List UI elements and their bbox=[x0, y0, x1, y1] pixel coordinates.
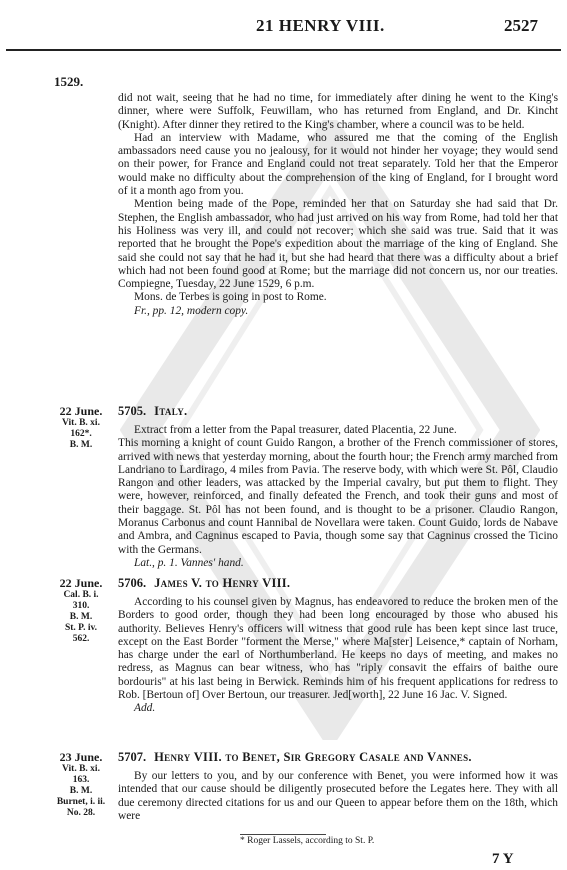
page-number: 2527 bbox=[504, 16, 538, 35]
margin-year: 1529. bbox=[54, 74, 84, 89]
entry-5707-heading bbox=[118, 750, 472, 765]
signature-mark: 7 Y bbox=[492, 851, 514, 867]
paragraph: This morning a knight of count Guido Rangon, a brother of the French commissioner of stores, arrived with news that yesterday morning, about the fourth hour; the French army marched from Landriano to Lardirago, 4 miles from Pavia. The reserve body, with which were St. Pôl, Claudio Rangon and other leaders, was attacked by the Imperial cavalry, but put them to flight. They were, however, reinforced, and finally defeated the French, and took their guns and most of their baggage. St. Pôl has not been found, and is thought to be a prisoner. Claudio Rangon, Moranus Carbonus and count Hannibal de Novellara were taken. Count Guido, lords de Nabave and Ambra, and Cagninus escaped to Pavia, though some say that Cagninus crossed the Ticino with the Germans. bbox=[118, 437, 558, 556]
entry-5706-margin bbox=[56, 578, 106, 645]
entry-5705-margin bbox=[56, 406, 106, 451]
paragraph: Mention being made of the Pope, reminded her that on Saturday she had said that Dr. Stephen, the English ambassador, who had just arrived on his way from Rome, had told her that his Holiness was very ill, and could not recover; which she said was true. Said that it was reported that he brought the Pope's expedition about the marriage of the king of England. She said she could not say that he had it, but she had heard that there was a difficulty about a brief which had not been found good at Rome; but the marriage did not concern us, nor our treaties. Compiegne, Tuesday, 22 June 1529, 6 p.m. bbox=[118, 198, 558, 291]
entry-date: 23 June. bbox=[59, 750, 103, 764]
footnote-rule bbox=[240, 834, 326, 835]
reference: St. P. iv. 562. bbox=[64, 623, 98, 644]
page-header bbox=[0, 10, 567, 40]
entry-number: 5707. bbox=[118, 750, 147, 764]
entry-5706-heading bbox=[118, 576, 290, 591]
running-title: 21 HENRY VIII. bbox=[256, 16, 385, 35]
entry-5707-margin bbox=[56, 752, 106, 819]
paragraph: Had an interview with Madame, who assured me that the coming of the English ambassadors need cause you no jealousy, for it would not hinder her voyage; they would send on their power, for France and England could not treat separately. Told her that the Emperor would make no difficulty about the comprehension of the king of England, for I brought word of it a month ago from you. bbox=[118, 131, 558, 198]
paragraph: Extract from a letter from the Papal treasurer, dated Placentia, 22 June. bbox=[134, 424, 457, 436]
reference: B. M. bbox=[69, 786, 93, 796]
reference: Burnet, i. ii. bbox=[56, 797, 106, 807]
paragraph: According to his counsel given by Magnus, has endeavored to reduce the broken men of the Borders to good order, though they had been long encouraged by those who abused his authority. Believes Henry's officers will witness that good rule has been kept since last truce, except on the East Border "forment the Merse," where Ma[ster] Leisence,* captain of Norham, has charge under the earl of Northumberland. He keeps no days of meeting, and makes no redress, as Magnus can bear witness, who has "riply consavit the effairs of baithe oure bordouris" at his last being in Berwick. Reminds him of his frequent applications for redress to Rob. [Bertoun of] Over Bertoun, our treasurer. Jed[worth], 22 June 16 Jac. V. Signed. bbox=[118, 596, 558, 702]
entry-title: Henry VIII. to Benet, Sir Gregory Casale and Vannes. bbox=[154, 750, 472, 764]
reference: Vit. B. xi. 162*. bbox=[62, 418, 100, 439]
entry-5707-body bbox=[118, 770, 558, 823]
header-rule bbox=[6, 49, 561, 51]
reference: No. 28. bbox=[66, 808, 96, 818]
entry-5706-body bbox=[118, 596, 558, 716]
paragraph: did not wait, seeing that he had no time, for immediately after dining he went to the King's dinner, where were Suffolk, Feuwillam, who has returned from England, and Dr. Kincht (Knight). After dinner they retired to the King's chamber, where a council was to be held. bbox=[118, 92, 558, 131]
reference: Cal. B. i. 310. bbox=[63, 590, 99, 611]
footnote: * Roger Lassels, according to St. P. bbox=[240, 836, 375, 846]
paragraph: By our letters to you, and by our conference with Benet, you were informed how it was intended that our cause should be diligently prosecuted before the Legates here. They with all due ceremony directed citations for us and our Queen to appear before them on the 18th, which were bbox=[118, 770, 558, 822]
entry-title: Italy. bbox=[154, 404, 188, 418]
entry-number: 5705. bbox=[118, 404, 147, 418]
entry-5705-heading bbox=[118, 404, 187, 419]
paragraph: Mons. de Terbes is going in post to Rome. bbox=[134, 291, 327, 304]
entry-5705-body bbox=[118, 424, 558, 570]
reference: B. M. bbox=[69, 612, 93, 622]
letter-continuation bbox=[118, 92, 558, 318]
entry-date: 22 June. bbox=[59, 404, 103, 418]
reference: B. M. bbox=[69, 440, 93, 450]
reference: Vit. B. xi. 163. bbox=[62, 764, 100, 785]
source-note: Lat., p. 1. Vannes' hand. bbox=[134, 556, 244, 569]
source-note: Fr., pp. 12, modern copy. bbox=[134, 304, 249, 317]
entry-date: 22 June. bbox=[59, 576, 103, 590]
entry-number: 5706. bbox=[118, 576, 147, 590]
entry-title: James V. to Henry VIII. bbox=[154, 576, 291, 590]
source-note: Add. bbox=[134, 702, 156, 715]
